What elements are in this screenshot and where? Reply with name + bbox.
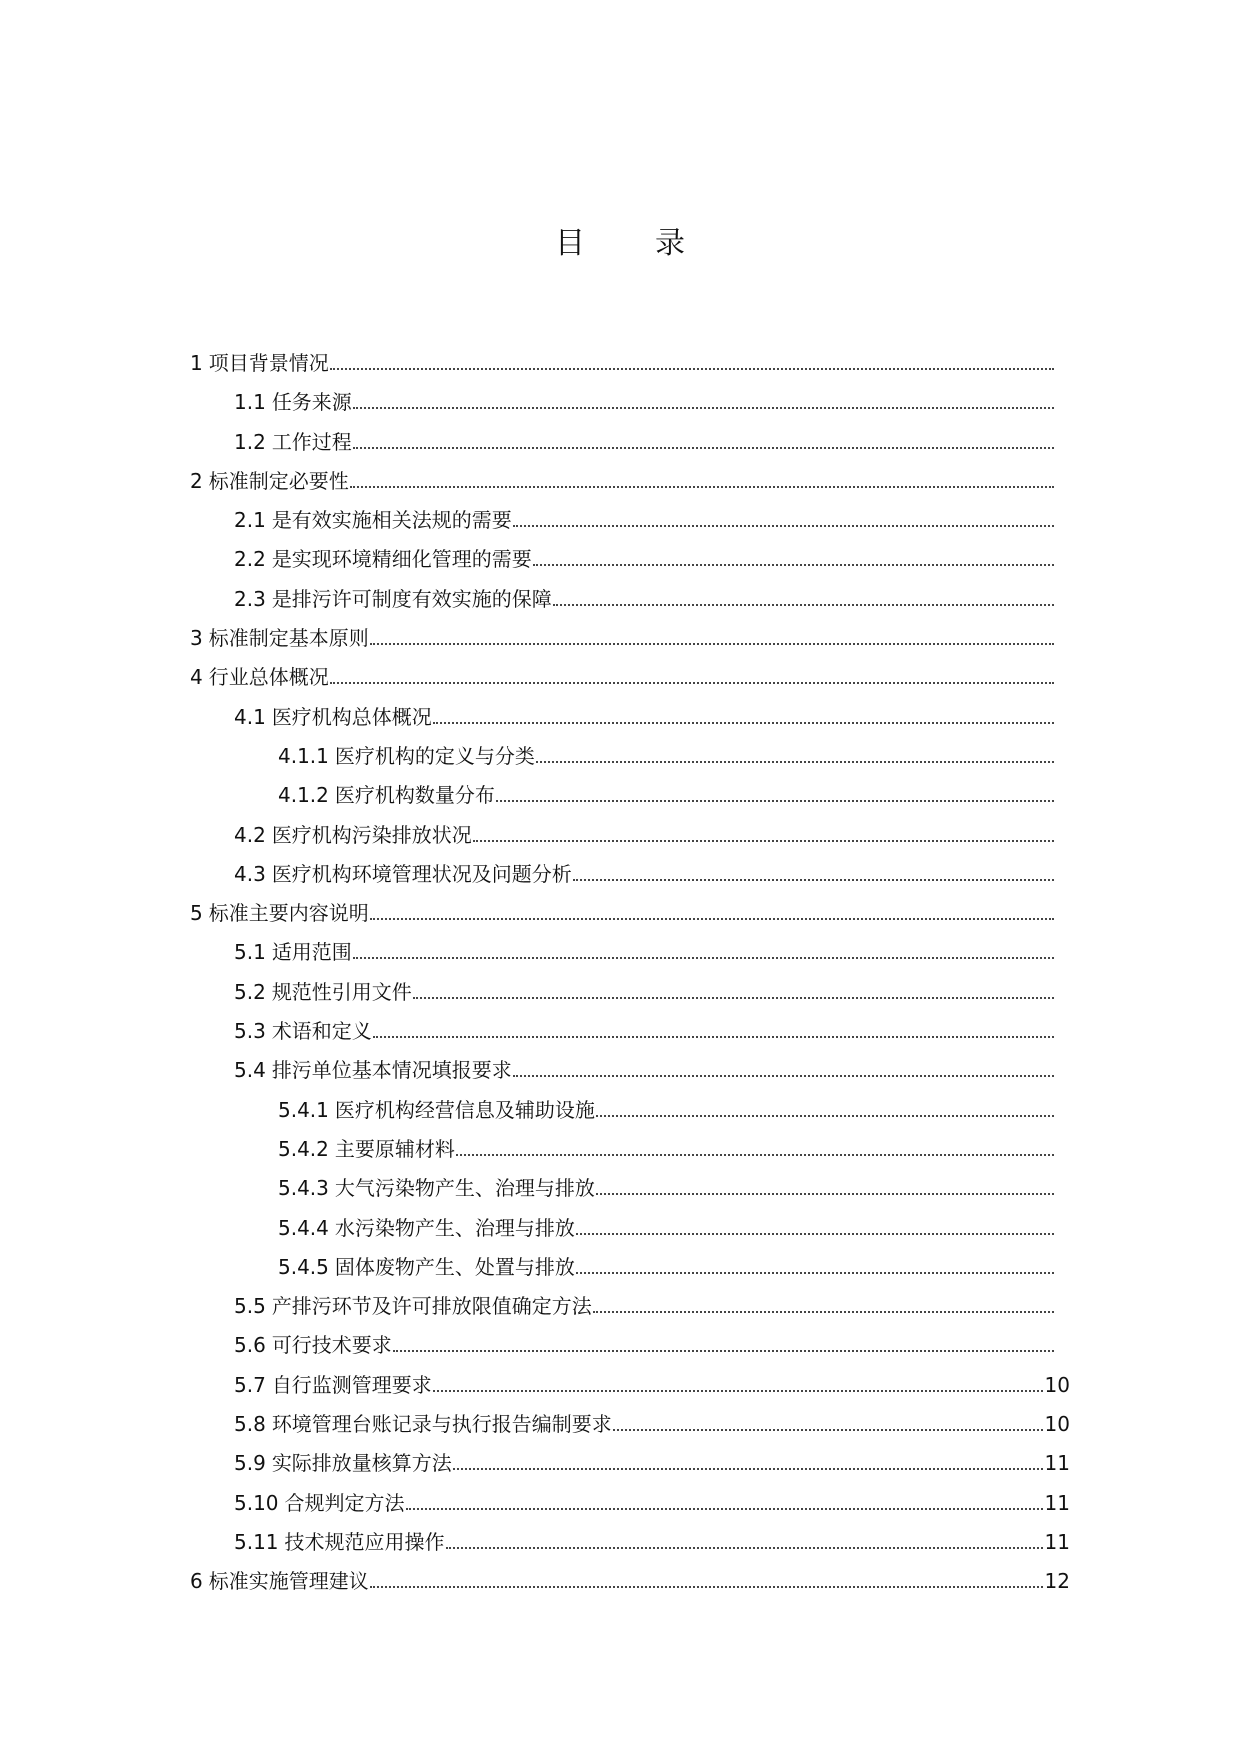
toc-leader-dots [433, 1389, 1043, 1392]
toc-entry[interactable] [190, 1326, 1056, 1365]
toc-leader-dots [406, 1507, 1043, 1510]
toc-entry-number: 2 [190, 468, 203, 493]
toc-leader-dots [413, 996, 1054, 999]
toc-entry[interactable] [190, 658, 1056, 697]
toc-leader-dots [593, 1310, 1054, 1313]
toc-entry-title: 环境管理台账记录与执行报告编制要求 [271, 1412, 612, 1437]
toc-entry-number: 4 [190, 665, 203, 690]
toc-entry[interactable] [190, 1562, 1070, 1601]
toc-leader-dots [433, 721, 1054, 724]
toc-entry-number: 5.9 [234, 1451, 266, 1476]
toc-entry-number: 5 [190, 901, 203, 926]
toc-leader-dots [353, 446, 1054, 449]
toc-entry[interactable] [190, 933, 1056, 972]
toc-entry-number: 4.1 [234, 704, 266, 729]
toc-entry[interactable] [190, 1209, 1056, 1248]
toc-entry-page: 10 [1044, 1372, 1070, 1397]
toc-entry-number: 2.1 [234, 508, 266, 533]
toc-entry-title: 标准制定基本原则 [208, 626, 369, 651]
toc-entry-number: 5.10 [234, 1490, 279, 1515]
toc-leader-dots [370, 917, 1054, 920]
toc-entry[interactable] [190, 1169, 1056, 1208]
toc-entry-number: 5.8 [234, 1412, 266, 1437]
toc-entry-title: 是实现环境精细化管理的需要 [271, 547, 532, 572]
toc-entry-number: 4.1.1 [278, 743, 329, 768]
toc-entry-title: 适用范围 [271, 940, 352, 965]
toc-entry-page: 11 [1044, 1529, 1070, 1554]
toc-entry-number: 5.4.2 [278, 1136, 329, 1161]
toc-leader-dots [353, 956, 1054, 959]
toc-entry[interactable] [190, 855, 1056, 894]
toc-leader-dots [613, 1428, 1043, 1431]
toc-entry-number: 5.6 [234, 1333, 266, 1358]
toc-entry-title: 固体废物产生、处置与排放 [334, 1254, 575, 1279]
toc-leader-dots [536, 760, 1054, 763]
toc-leader-dots [446, 1546, 1043, 1549]
toc-entry[interactable] [190, 816, 1056, 855]
toc-entry-number: 5.4.3 [278, 1176, 329, 1201]
toc-leader-dots [330, 367, 1054, 370]
toc-entry[interactable] [190, 1444, 1070, 1483]
toc-entry-title: 产排污环节及许可排放限值确定方法 [271, 1294, 592, 1319]
toc-entry[interactable] [190, 1248, 1056, 1287]
toc-entry-title: 项目背景情况 [208, 351, 329, 375]
toc-leader-dots [513, 524, 1054, 527]
toc-entry[interactable] [190, 1366, 1070, 1405]
toc-entry-number: 1 [190, 351, 203, 375]
toc-entry-title: 医疗机构数量分布 [334, 783, 495, 808]
toc-leader-dots [353, 406, 1054, 409]
toc-entry-title: 医疗机构的定义与分类 [334, 743, 535, 768]
toc-entry[interactable] [190, 619, 1056, 658]
toc-leader-dots [496, 799, 1054, 802]
toc-leader-dots [350, 485, 1054, 488]
toc-entry-title: 标准实施管理建议 [208, 1569, 369, 1594]
toc-entry-title: 标准制定必要性 [208, 468, 349, 493]
toc-entry-title: 是有效实施相关法规的需要 [271, 508, 512, 533]
toc-entry-number: 2.3 [234, 586, 266, 611]
toc-entry[interactable] [190, 698, 1056, 737]
toc-leader-dots [453, 1467, 1043, 1470]
toc-entry-page: 11 [1044, 1490, 1070, 1515]
toc-entry[interactable] [190, 1051, 1056, 1090]
toc-entry[interactable] [190, 383, 1056, 422]
toc-entry[interactable] [190, 1091, 1056, 1130]
page-title: 目 录 [555, 226, 705, 261]
toc-entry-number: 5.2 [234, 979, 266, 1004]
toc-entry-number: 4.3 [234, 861, 266, 886]
toc-entry-number: 5.3 [234, 1019, 266, 1044]
toc-entry-title: 医疗机构总体概况 [271, 704, 432, 729]
toc-entry-number: 5.4 [234, 1058, 266, 1083]
toc-entry-number: 3 [190, 626, 203, 651]
toc-entry[interactable] [190, 737, 1056, 776]
toc-entry-number: 5.4.5 [278, 1254, 329, 1279]
toc-entry-title: 医疗机构环境管理状况及问题分析 [271, 861, 572, 886]
toc-entry-title: 自行监测管理要求 [271, 1372, 432, 1397]
toc-leader-dots [513, 1074, 1054, 1077]
toc-entry-title: 任务来源 [271, 390, 352, 415]
toc-entry-title: 水污染物产生、治理与排放 [334, 1215, 575, 1240]
toc-leader-dots [393, 1349, 1054, 1352]
toc-entry-page: 12 [1044, 1569, 1070, 1594]
toc-entry[interactable] [190, 894, 1056, 933]
toc-entry-number: 2.2 [234, 547, 266, 572]
toc-leader-dots [370, 642, 1054, 645]
toc-entry-number: 5.11 [234, 1529, 279, 1554]
toc-entry-title: 工作过程 [271, 429, 352, 454]
toc-leader-dots [576, 1271, 1054, 1274]
toc-entry-title: 医疗机构污染排放状况 [271, 822, 472, 847]
toc-entry-page: 11 [1044, 1451, 1070, 1476]
toc-entry[interactable] [190, 1523, 1070, 1562]
toc-entry-title: 行业总体概况 [208, 665, 329, 690]
toc-leader-dots [456, 1153, 1054, 1156]
toc-entry-title: 可行技术要求 [271, 1333, 392, 1358]
toc-leader-dots [473, 839, 1054, 842]
toc-leader-dots [370, 1585, 1043, 1588]
toc-entry-number: 5.4.4 [278, 1215, 329, 1240]
toc-entry[interactable] [190, 580, 1056, 619]
toc-entry-number: 1.2 [234, 429, 266, 454]
toc-entry-title: 合规判定方法 [284, 1490, 405, 1515]
toc-entry[interactable] [190, 1287, 1056, 1326]
toc-entry-title: 大气污染物产生、治理与排放 [334, 1176, 595, 1201]
toc-entry[interactable] [190, 776, 1056, 815]
toc-entry-title: 医疗机构经营信息及辅助设施 [334, 1097, 595, 1122]
toc-entry-title: 主要原辅材料 [334, 1136, 455, 1161]
toc-entry-title: 标准主要内容说明 [208, 901, 369, 926]
toc-entry[interactable] [190, 973, 1056, 1012]
toc-entry-title: 实际排放量核算方法 [271, 1451, 452, 1476]
toc-entry-number: 4.1.2 [278, 783, 329, 808]
toc-leader-dots [330, 681, 1054, 684]
toc-leader-dots [533, 563, 1054, 566]
toc-entry[interactable] [190, 1484, 1070, 1523]
toc-entry-number: 5.4.1 [278, 1097, 329, 1122]
toc-entry-number: 5.5 [234, 1294, 266, 1319]
table-of-contents [190, 344, 1070, 1602]
toc-entry-title: 是排污许可制度有效实施的保障 [271, 586, 552, 611]
toc-entry[interactable] [190, 501, 1056, 540]
toc-leader-dots [373, 1035, 1054, 1038]
toc-entry-number: 1.1 [234, 390, 266, 415]
toc-entry-title: 术语和定义 [271, 1019, 372, 1044]
toc-entry[interactable] [190, 344, 1056, 383]
toc-entry-number: 5.1 [234, 940, 266, 965]
toc-entry[interactable] [190, 462, 1056, 501]
toc-leader-dots [573, 878, 1054, 881]
toc-entry-title: 排污单位基本情况填报要求 [271, 1058, 512, 1083]
toc-leader-dots [596, 1192, 1054, 1195]
toc-entry-page: 10 [1044, 1412, 1070, 1437]
toc-entry[interactable] [190, 1012, 1056, 1051]
toc-entry[interactable] [190, 1405, 1070, 1444]
toc-entry-number: 6 [190, 1569, 203, 1594]
toc-entry[interactable] [190, 1130, 1056, 1169]
toc-leader-dots [553, 603, 1054, 606]
toc-leader-dots [576, 1232, 1054, 1235]
toc-entry-title: 技术规范应用操作 [284, 1529, 445, 1554]
toc-entry-title: 规范性引用文件 [271, 979, 412, 1004]
toc-entry-number: 4.2 [234, 822, 266, 847]
toc-entry[interactable] [190, 423, 1056, 462]
toc-entry[interactable] [190, 540, 1056, 579]
toc-leader-dots [596, 1114, 1054, 1117]
toc-entry-number: 5.7 [234, 1372, 266, 1397]
